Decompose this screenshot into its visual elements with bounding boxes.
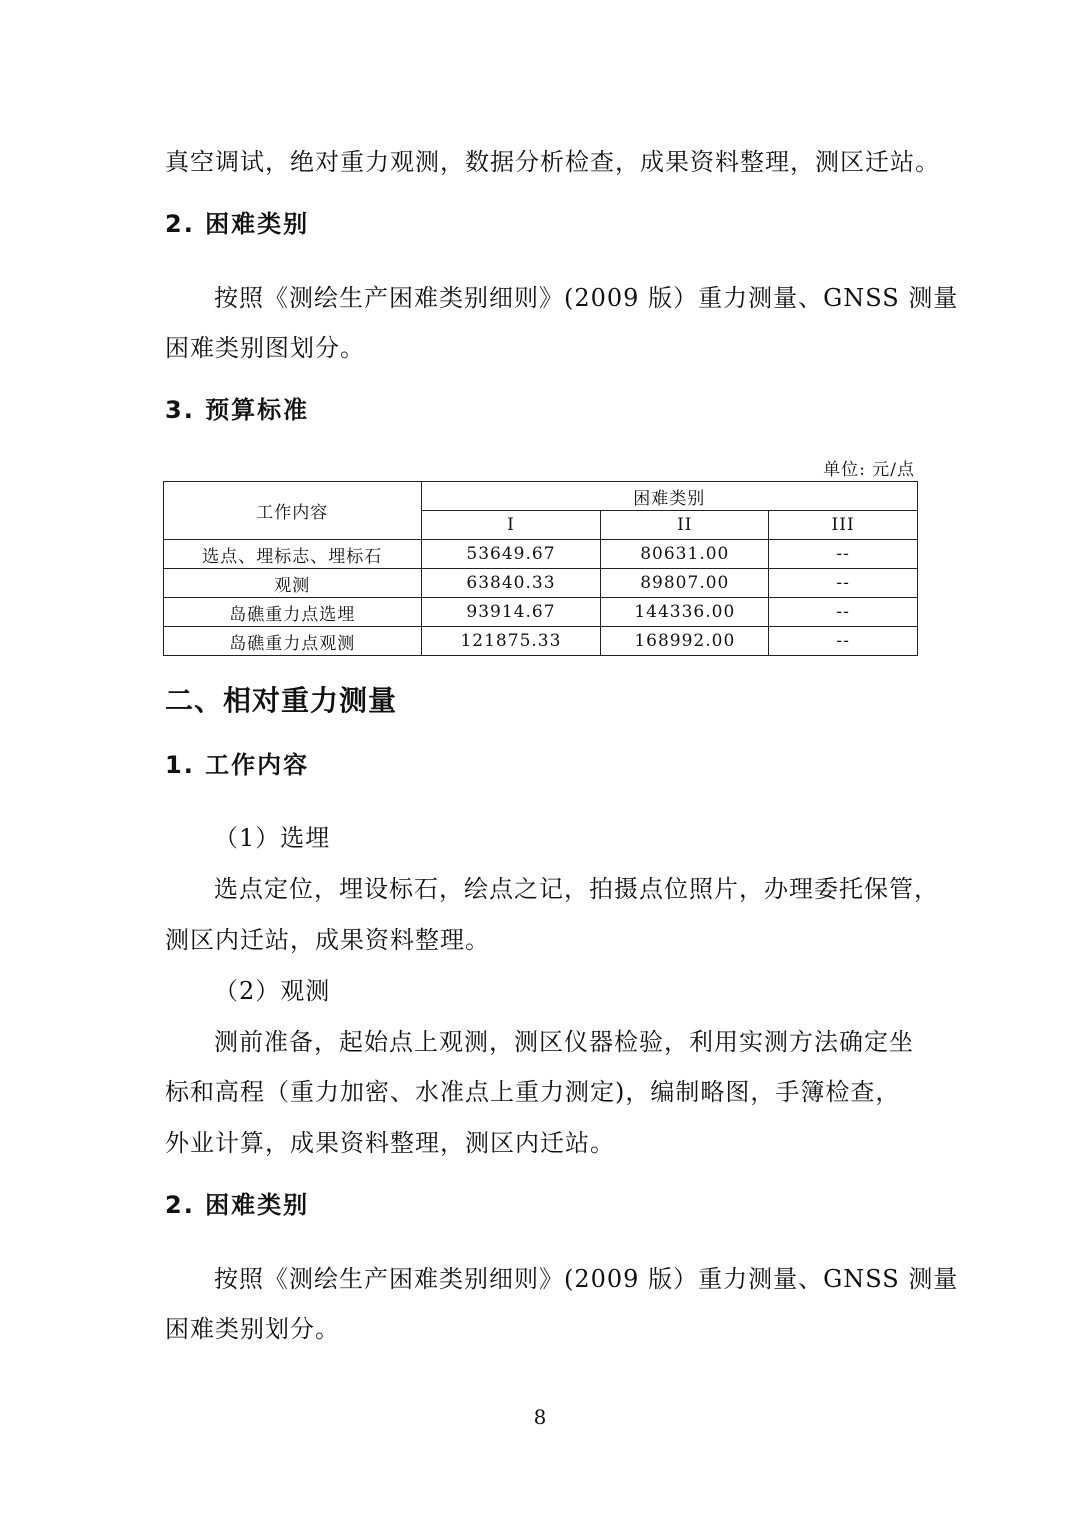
paragraph-text: 困难类别图划分。 xyxy=(165,334,365,362)
table-cell: 144336.00 xyxy=(601,598,769,627)
subheading-budget: 3. 预算标准 xyxy=(165,396,310,424)
section-title: 二、相对重力测量 xyxy=(165,684,398,717)
table-header-row xyxy=(164,482,918,511)
paragraph-text: 测前准备，起始点上观测，测区仪器检验，利用实测方法确定坐 xyxy=(214,1028,914,1056)
table-cell: 53649.67 xyxy=(421,540,601,569)
paragraph-text: 标和高程（重力加密、水准点上重力测定)，编制略图，手簿检查， xyxy=(165,1078,901,1106)
table-cell-item: 观测 xyxy=(164,569,422,598)
paragraph-text: 选点定位，埋设标石，绘点之记，拍摄点位照片，办理委托保管， xyxy=(214,875,939,903)
page-number: 8 xyxy=(533,1405,547,1429)
table-cell: -- xyxy=(769,627,918,656)
subheading-difficulty: 2. 困难类别 xyxy=(165,1191,310,1219)
table-cell: -- xyxy=(769,598,918,627)
paragraph-text: 困难类别划分。 xyxy=(165,1315,340,1343)
table-cell: 63840.33 xyxy=(421,569,601,598)
table-row xyxy=(164,627,918,656)
table-cell: -- xyxy=(769,540,918,569)
paragraph-text: 真空调试，绝对重力观测，数据分析检查，成果资料整理，测区迁站。 xyxy=(165,148,940,176)
header-col-3: III xyxy=(769,511,918,540)
table-row xyxy=(164,540,918,569)
table-cell: 93914.67 xyxy=(421,598,601,627)
header-work-content: 工作内容 xyxy=(164,482,422,540)
table-unit-label: 单位: 元/点 xyxy=(823,460,915,480)
header-col-2: II xyxy=(601,511,769,540)
table-cell: -- xyxy=(769,569,918,598)
table-cell-item: 岛礁重力点观测 xyxy=(164,627,422,656)
paragraph-text: 按照《测绘生产困难类别细则》(2009 版）重力测量、GNSS 测量 xyxy=(214,284,959,312)
paragraph-text: 按照《测绘生产困难类别细则》(2009 版）重力测量、GNSS 测量 xyxy=(214,1265,959,1293)
table-row xyxy=(164,569,918,598)
table-row xyxy=(164,598,918,627)
table-cell: 168992.00 xyxy=(601,627,769,656)
table-cell-item: 岛礁重力点选埋 xyxy=(164,598,422,627)
subheading-work: 1. 工作内容 xyxy=(165,751,310,779)
subsection-label: （2）观测 xyxy=(214,977,331,1005)
table-cell-item: 选点、埋标志、埋标石 xyxy=(164,540,422,569)
subheading-difficulty: 2. 困难类别 xyxy=(165,210,310,238)
budget-table xyxy=(163,481,918,656)
paragraph-text: 测区内迁站，成果资料整理。 xyxy=(165,926,490,954)
header-col-1: I xyxy=(421,511,601,540)
table-cell: 89807.00 xyxy=(601,569,769,598)
subsection-label: （1）选埋 xyxy=(214,824,331,852)
table-cell: 80631.00 xyxy=(601,540,769,569)
paragraph-text: 外业计算，成果资料整理，测区内迁站。 xyxy=(165,1129,615,1157)
table-cell: 121875.33 xyxy=(421,627,601,656)
header-difficulty: 困难类别 xyxy=(421,482,917,511)
